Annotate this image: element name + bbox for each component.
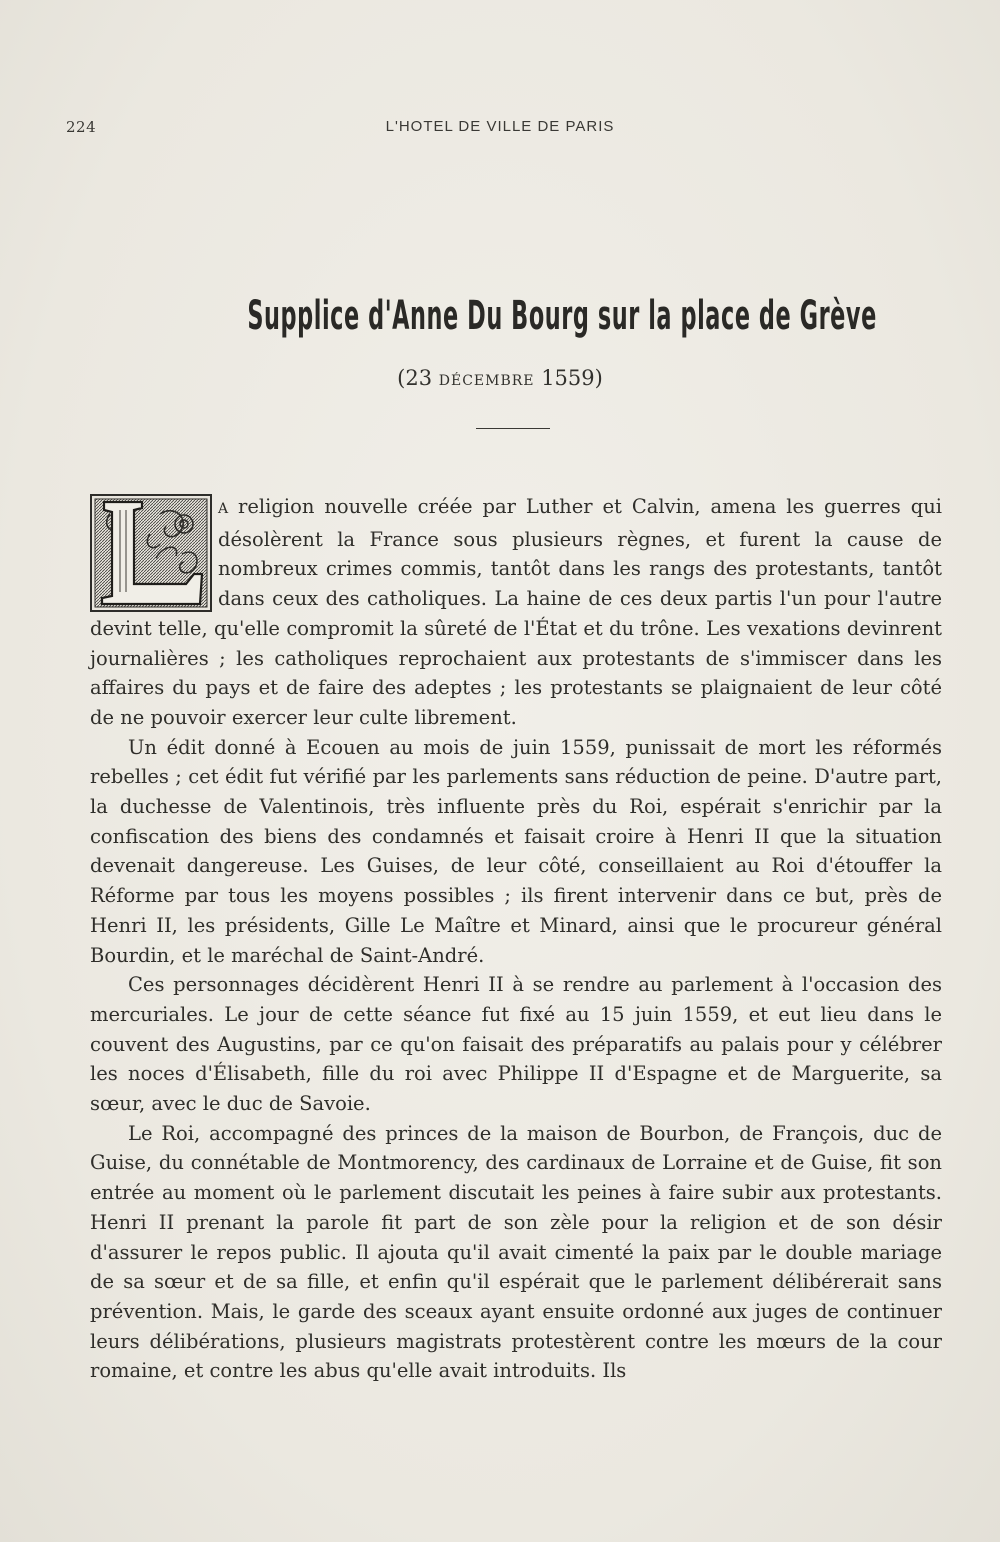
date-month: DÉCEMBRE [438, 373, 535, 389]
date-close: 1559) [534, 366, 603, 390]
chapter-date [0, 366, 1000, 390]
paragraph-3: Ces personnages décidèrent Henri II à se rendre au parlement à l'occasion des mercuriales. Le jour de cette séance fut fixé au 15 juin 1559, et eut lieu dans le couvent des Augustins, par ce qu'on faisait des préparatifs au palais pour y célébrer les noces d'Élisabeth, fille du roi avec Philippe II d'Espagne et de Marguerite, sa sœur, avec le duc de Savoie. [90, 973, 942, 1116]
first-word-rest: A [218, 501, 229, 517]
chapter-title-text: Supplice d'Anne Du Bourg sur la place de Grève [247, 293, 877, 339]
date-open: (23 [397, 366, 439, 390]
chapter-title [0, 288, 1000, 344]
page-number: 224 [66, 118, 97, 136]
running-title: L'HOTEL DE VILLE DE PARIS [385, 118, 615, 135]
paragraph-2: Un édit donné à Ecouen au mois de juin 1559, punissait de mort les réformés rebelles ; cet édit fut vérifié par les parlements sans réduction de peine. D'autre part, la duchesse de Valentinois, très influente près du Roi, espérait s'enrichir par la confiscation des biens des condamnés et faisait croire à Henri II que la situation devenait dangereuse. Les Guises, de leur côté, conseillaient au Roi d'étouffer la Réforme par tous les moyens possibles ; ils firent intervenir dans ce but, près de Henri II, les présidents, Gille Le Maître et Minard, ainsi que le procureur général Bourdin, et le maréchal de Saint-André. [90, 735, 942, 967]
paragraph-1 [90, 492, 942, 733]
paragraph-1-text: religion nouvelle créée par Luther et Calvin, amena les guerres qui désolèrent la France sous plusieurs règnes, et furent la cause de nombreux crimes commis, tantôt dans les rangs des protestants, tantôt dans ceux des catholiques. La haine de ces deux partis l'un pour l'autre devint telle, qu'elle compromit la sûreté de l'État et du trône. Les vexations devinrent journalières ; les catholiques reprochaient aux protestants de s'immiscer dans les affaires du pays et de faire des adeptes ; les protestants se plaignaient de leur côté de ne pouvoir exercer leur culte librement. [90, 495, 942, 729]
paragraph-4: Le Roi, accompagné des princes de la maison de Bourbon, de François, duc de Guise, du connétable de Montmorency, des cardinaux de Lorraine et de Guise, fit son entrée au moment où le parlement discutait les peines à faire subir aux protestants. Henri II prenant la parole fit part de son zèle pour la religion et de son désir d'assurer le repos public. Il ajouta qu'il avait cimenté la paix par le double mariage de sa sœur et de sa fille, et enfin qu'il espérait que le parlement délibérerait sans prévention. Mais, le garde des sceaux ayant ensuite ordonné aux juges de continuer leurs délibérations, plusieurs magistrats protestèrent contre les mœurs de la cour romaine, et contre les abus qu'elle avait introduits. Ils [90, 1121, 942, 1383]
title-divider [476, 428, 550, 429]
article-body [90, 492, 942, 1386]
ornamental-dropcap [90, 494, 212, 612]
dropcap-ornament-icon [90, 494, 212, 612]
